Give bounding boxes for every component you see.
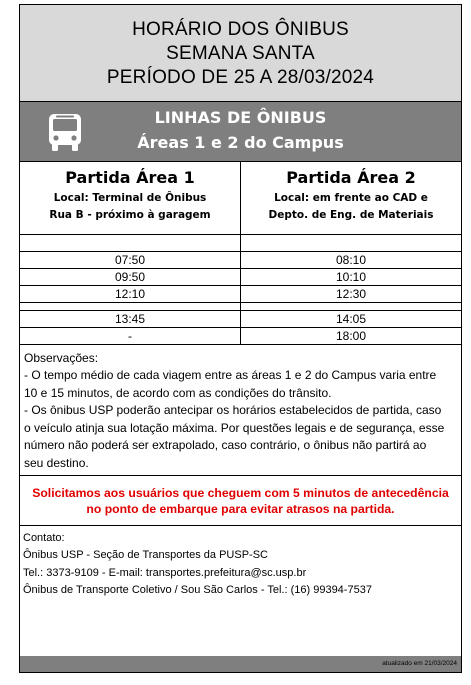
observations-block: [20, 345, 461, 476]
area-1-time: 09:50: [20, 268, 241, 285]
table-row: [20, 327, 461, 344]
title-line-3: PERÍODO DE 25 A 28/03/2024: [106, 67, 375, 88]
column-area-1-location-1: Local: Terminal de Ônibus: [53, 192, 207, 204]
contact-line: Tel.: 3373-9109 - E-mail: transportes.prefeitura@sc.usp.br: [23, 566, 307, 579]
observations-line: número não poderá ser extrapolado, caso contrário, o ônibus não partirá ao: [24, 438, 427, 453]
observations-line: o veículo atinja sua lotação máxima. Por questões legais e de segurança, esse: [24, 420, 445, 435]
bus-lines-banner: [20, 102, 461, 162]
contact-line: Ônibus de Transporte Coletivo / Sou São Carlos - Tel.: (16) 99394-7537: [23, 584, 372, 597]
area-1-time: 13:45: [20, 310, 241, 327]
area-2-time: 10:10: [241, 268, 462, 285]
table-spacer-row: [20, 235, 461, 251]
departure-columns-header: [20, 162, 461, 235]
schedule-sheet: [19, 4, 462, 673]
header-title-block: [20, 5, 461, 102]
observations-line: seu destino.: [24, 456, 89, 471]
observations-line: - O tempo médio de cada viagem entre as áreas 1 e 2 do Campus varia entre: [24, 368, 437, 383]
column-area-1-location-2: Rua B - próximo à garagem: [49, 209, 211, 221]
contact-line: Ônibus USP - Seção de Transportes da PUSP-SC: [23, 549, 268, 562]
observations-line: 10 e 15 minutos, de acordo com as condições do trânsito.: [24, 385, 332, 400]
contact-block: [20, 526, 461, 621]
timetable: [20, 235, 461, 345]
banner-subtitle: Áreas 1 e 2 do Campus: [137, 133, 344, 152]
table-row: [20, 268, 461, 285]
area-2-time: 12:30: [241, 285, 462, 302]
area-2-time: 18:00: [241, 327, 462, 344]
table-row: [20, 251, 461, 268]
updated-date: atualizado em 21/03/2024: [382, 660, 457, 667]
area-1-time: 12:10: [20, 285, 241, 302]
column-area-2-location-2: Depto. de Eng. de Materiais: [268, 209, 434, 221]
observations-line: - Os ônibus USP poderão antecipar os horários estabelecidos de partida, caso: [24, 403, 442, 418]
banner-title: LINHAS DE ÔNIBUS: [154, 108, 327, 127]
column-area-2: [240, 162, 461, 234]
area-2-time: 08:10: [241, 251, 462, 268]
observations-title: Observações:: [24, 350, 99, 365]
column-area-1: [20, 162, 240, 234]
area-1-time: -: [20, 327, 241, 344]
table-row: [20, 310, 461, 327]
punctuality-notice: [20, 476, 461, 526]
title-line-1: HORÁRIO DOS ÔNIBUS: [132, 19, 349, 40]
notice-line-1: Solicitamos aos usuários que cheguem com 5 minutos de antecedência: [32, 485, 449, 500]
title-line-2: SEMANA SANTA: [166, 43, 315, 64]
notice-line-2: no ponto de embarque para evitar atrasos na partida.: [86, 501, 395, 516]
column-area-2-location-1: Local: em frente ao CAD e: [274, 192, 428, 204]
table-row: [20, 285, 461, 302]
column-area-1-name: Partida Área 1: [65, 168, 195, 187]
footer-bar: [20, 656, 461, 672]
contact-title: Contato:: [23, 531, 65, 544]
table-spacer-row: [20, 302, 461, 310]
column-area-2-name: Partida Área 2: [286, 168, 416, 187]
area-1-time: 07:50: [20, 251, 241, 268]
area-2-time: 14:05: [241, 310, 462, 327]
